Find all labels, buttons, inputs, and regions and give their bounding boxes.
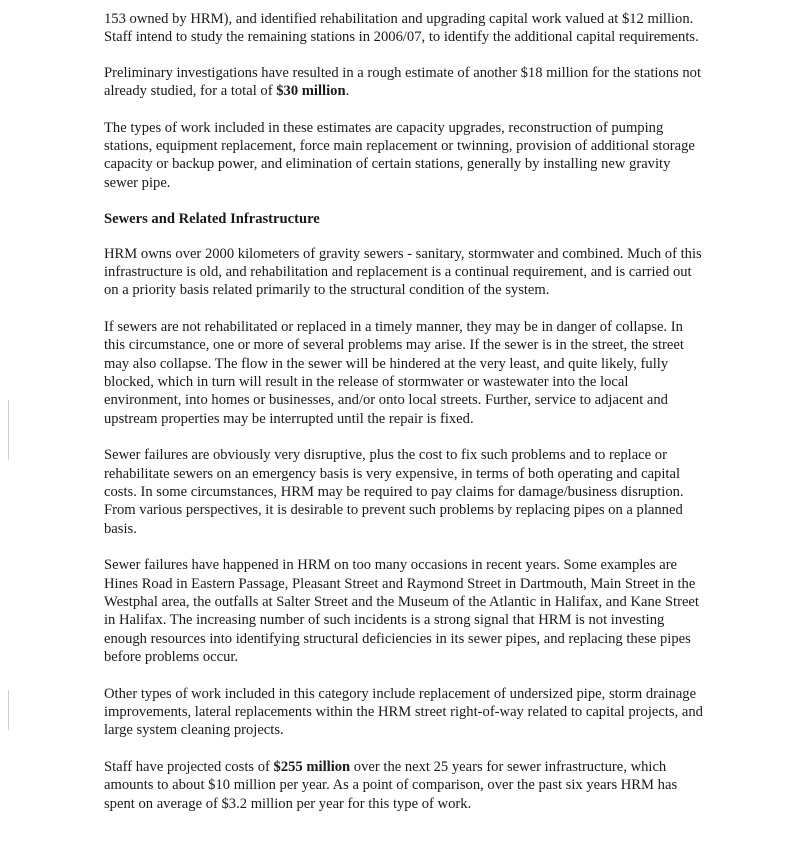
paragraph-sewer-failure-costs: Sewer failures are obviously very disruptive, plus the cost to fix such problems and to replace or rehabilitate sewers on an emergency basis is very expensive, in terms of both operating and capital costs. In some circumstances, HRM may be required to pay claims for damage/business disruption. From various perspectives, it is desirable to prevent such problems by replacing pipes on a planned basis. bbox=[104, 447, 684, 537]
paragraph-sewer-collapse-risk: If sewers are not rehabilitated or replaced in a timely manner, they may be in danger of collapse. In this circumstance, one or more of several problems may arise. If the sewer is in the street, the street may also collapse. The flow in the sewer will be hindered at the very least, and quite likely, fully blocked, which in turn will result in the release of stormwater or wastewater into the local environment, into homes or businesses, and/or onto local streets. Further, service to adjacent and upstream properties may be interrupted until the repair is fixed. bbox=[104, 319, 684, 427]
text-segment: Staff have projected costs of bbox=[104, 759, 274, 775]
document-page bbox=[104, 10, 704, 831]
scan-edge-mark bbox=[8, 690, 9, 730]
paragraph-types-of-work: The types of work included in these estimates are capacity upgrades, reconstruction of pumping stations, equipment replacement, force main replacement or twinning, provision of additional storage capacity or backup power, and elimination of certain stations, generally by installing new gravity sewer pipe. bbox=[104, 119, 695, 191]
bold-amount-255-million: $255 million bbox=[273, 759, 351, 775]
text-segment: Preliminary investigations have resulted in a rough estimate of another $18 million for the stations not already studied, for a total of bbox=[104, 64, 702, 99]
paragraph-other-work-types: Other types of work included in this category include replacement of undersized pipe, storm drainage improvements, lateral replacements within the HRM street right-of-way related to capital projects, and large system cleaning projects. bbox=[104, 685, 703, 739]
scan-edge-mark bbox=[8, 400, 9, 460]
paragraph-sewer-failure-examples: Sewer failures have happened in HRM on too many occasions in recent years. Some examples are Hines Road in Eastern Passage, Pleasant Street and Raymond Street in Dartmouth, Main Street in the Westphal area, the outfalls at Salter Street and the Museum of the Atlantic in Halifax, and Kane Street in Halifax. The increasing number of such incidents is a strong signal that HRM is not investing enough resources into identifying structural deficiencies in its sewer pipes, and replacing these pipes before problems occur. bbox=[104, 557, 699, 665]
paragraph-pumping-stations-study: 153 owned by HRM), and identified rehabilitation and upgrading capital work valued at $12 million. Staff intend to study the remaining stations in 2006/07, to identify the additional capital requirements. bbox=[104, 11, 699, 46]
section-heading-sewers: Sewers and Related Infrastructure bbox=[104, 211, 320, 228]
text-segment: over the next 25 years for sewer infrastructure, which amounts to about $10 million per year. As a point of comparison, over the past six years HRM has spent on average of $3.2 million per year for this type of work. bbox=[104, 759, 678, 812]
paragraph-projected-costs bbox=[104, 758, 704, 813]
bold-amount-30-million: $30 million bbox=[276, 82, 346, 99]
paragraph-hrm-owns-sewers: HRM owns over 2000 kilometers of gravity sewers - sanitary, stormwater and combined. Much of this infrastructure is old, and rehabilitation and replacement is a continual requirement, and is carried out on a priority basis related primarily to the structural condition of the system. bbox=[104, 245, 702, 299]
paragraph-preliminary-estimate bbox=[104, 64, 704, 101]
text-segment: . bbox=[345, 82, 350, 99]
